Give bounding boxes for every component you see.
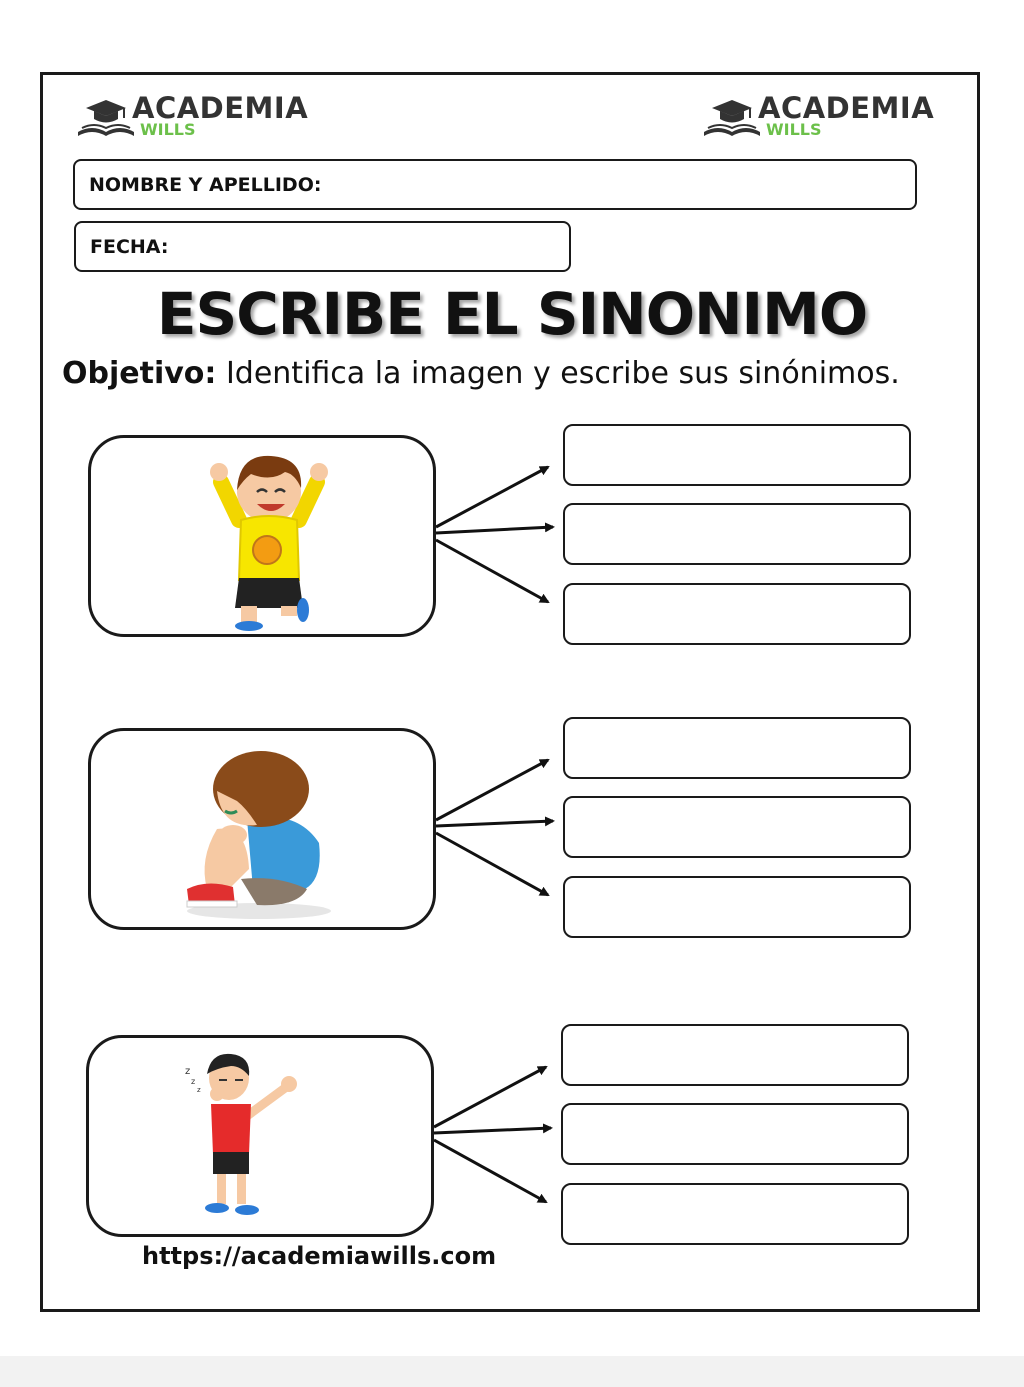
picture-box-2 xyxy=(88,728,436,930)
page-title: ESCRIBE EL SINONIMO xyxy=(156,280,868,348)
name-field-label: NOMBRE Y APELLIDO: xyxy=(89,173,322,196)
objective-text: Identifica la imagen y escribe sus sinónimos. xyxy=(216,356,900,391)
logo-brand-text: ACADEMIA xyxy=(758,91,935,125)
picture-box-1 xyxy=(88,435,436,637)
svg-text:z: z xyxy=(185,1066,191,1077)
logo-brand-text: ACADEMIA xyxy=(132,91,309,125)
footer-url[interactable]: https://academiawills.com xyxy=(142,1242,497,1270)
answer-box-1-2[interactable] xyxy=(563,503,911,565)
answer-box-3-1[interactable] xyxy=(561,1024,909,1086)
answer-box-2-3[interactable] xyxy=(563,876,911,938)
logo-sub-text: WILLS xyxy=(766,120,822,139)
svg-text:z: z xyxy=(191,1077,196,1086)
answer-box-3-3[interactable] xyxy=(561,1183,909,1245)
tired-boy-illustration xyxy=(177,1044,307,1230)
date-field-label: FECHA: xyxy=(90,235,169,258)
happy-boy-illustration xyxy=(199,440,339,632)
answer-box-1-3[interactable] xyxy=(563,583,911,645)
answer-box-2-2[interactable] xyxy=(563,796,911,858)
logo-sub-text: WILLS xyxy=(140,120,196,139)
sad-boy-illustration xyxy=(177,739,337,925)
picture-box-3 xyxy=(86,1035,434,1237)
answer-box-1-1[interactable] xyxy=(563,424,911,486)
answer-box-3-2[interactable] xyxy=(561,1103,909,1165)
svg-text:z: z xyxy=(197,1086,201,1094)
objective-label: Objetivo: xyxy=(62,356,217,391)
answer-box-2-1[interactable] xyxy=(563,717,911,779)
